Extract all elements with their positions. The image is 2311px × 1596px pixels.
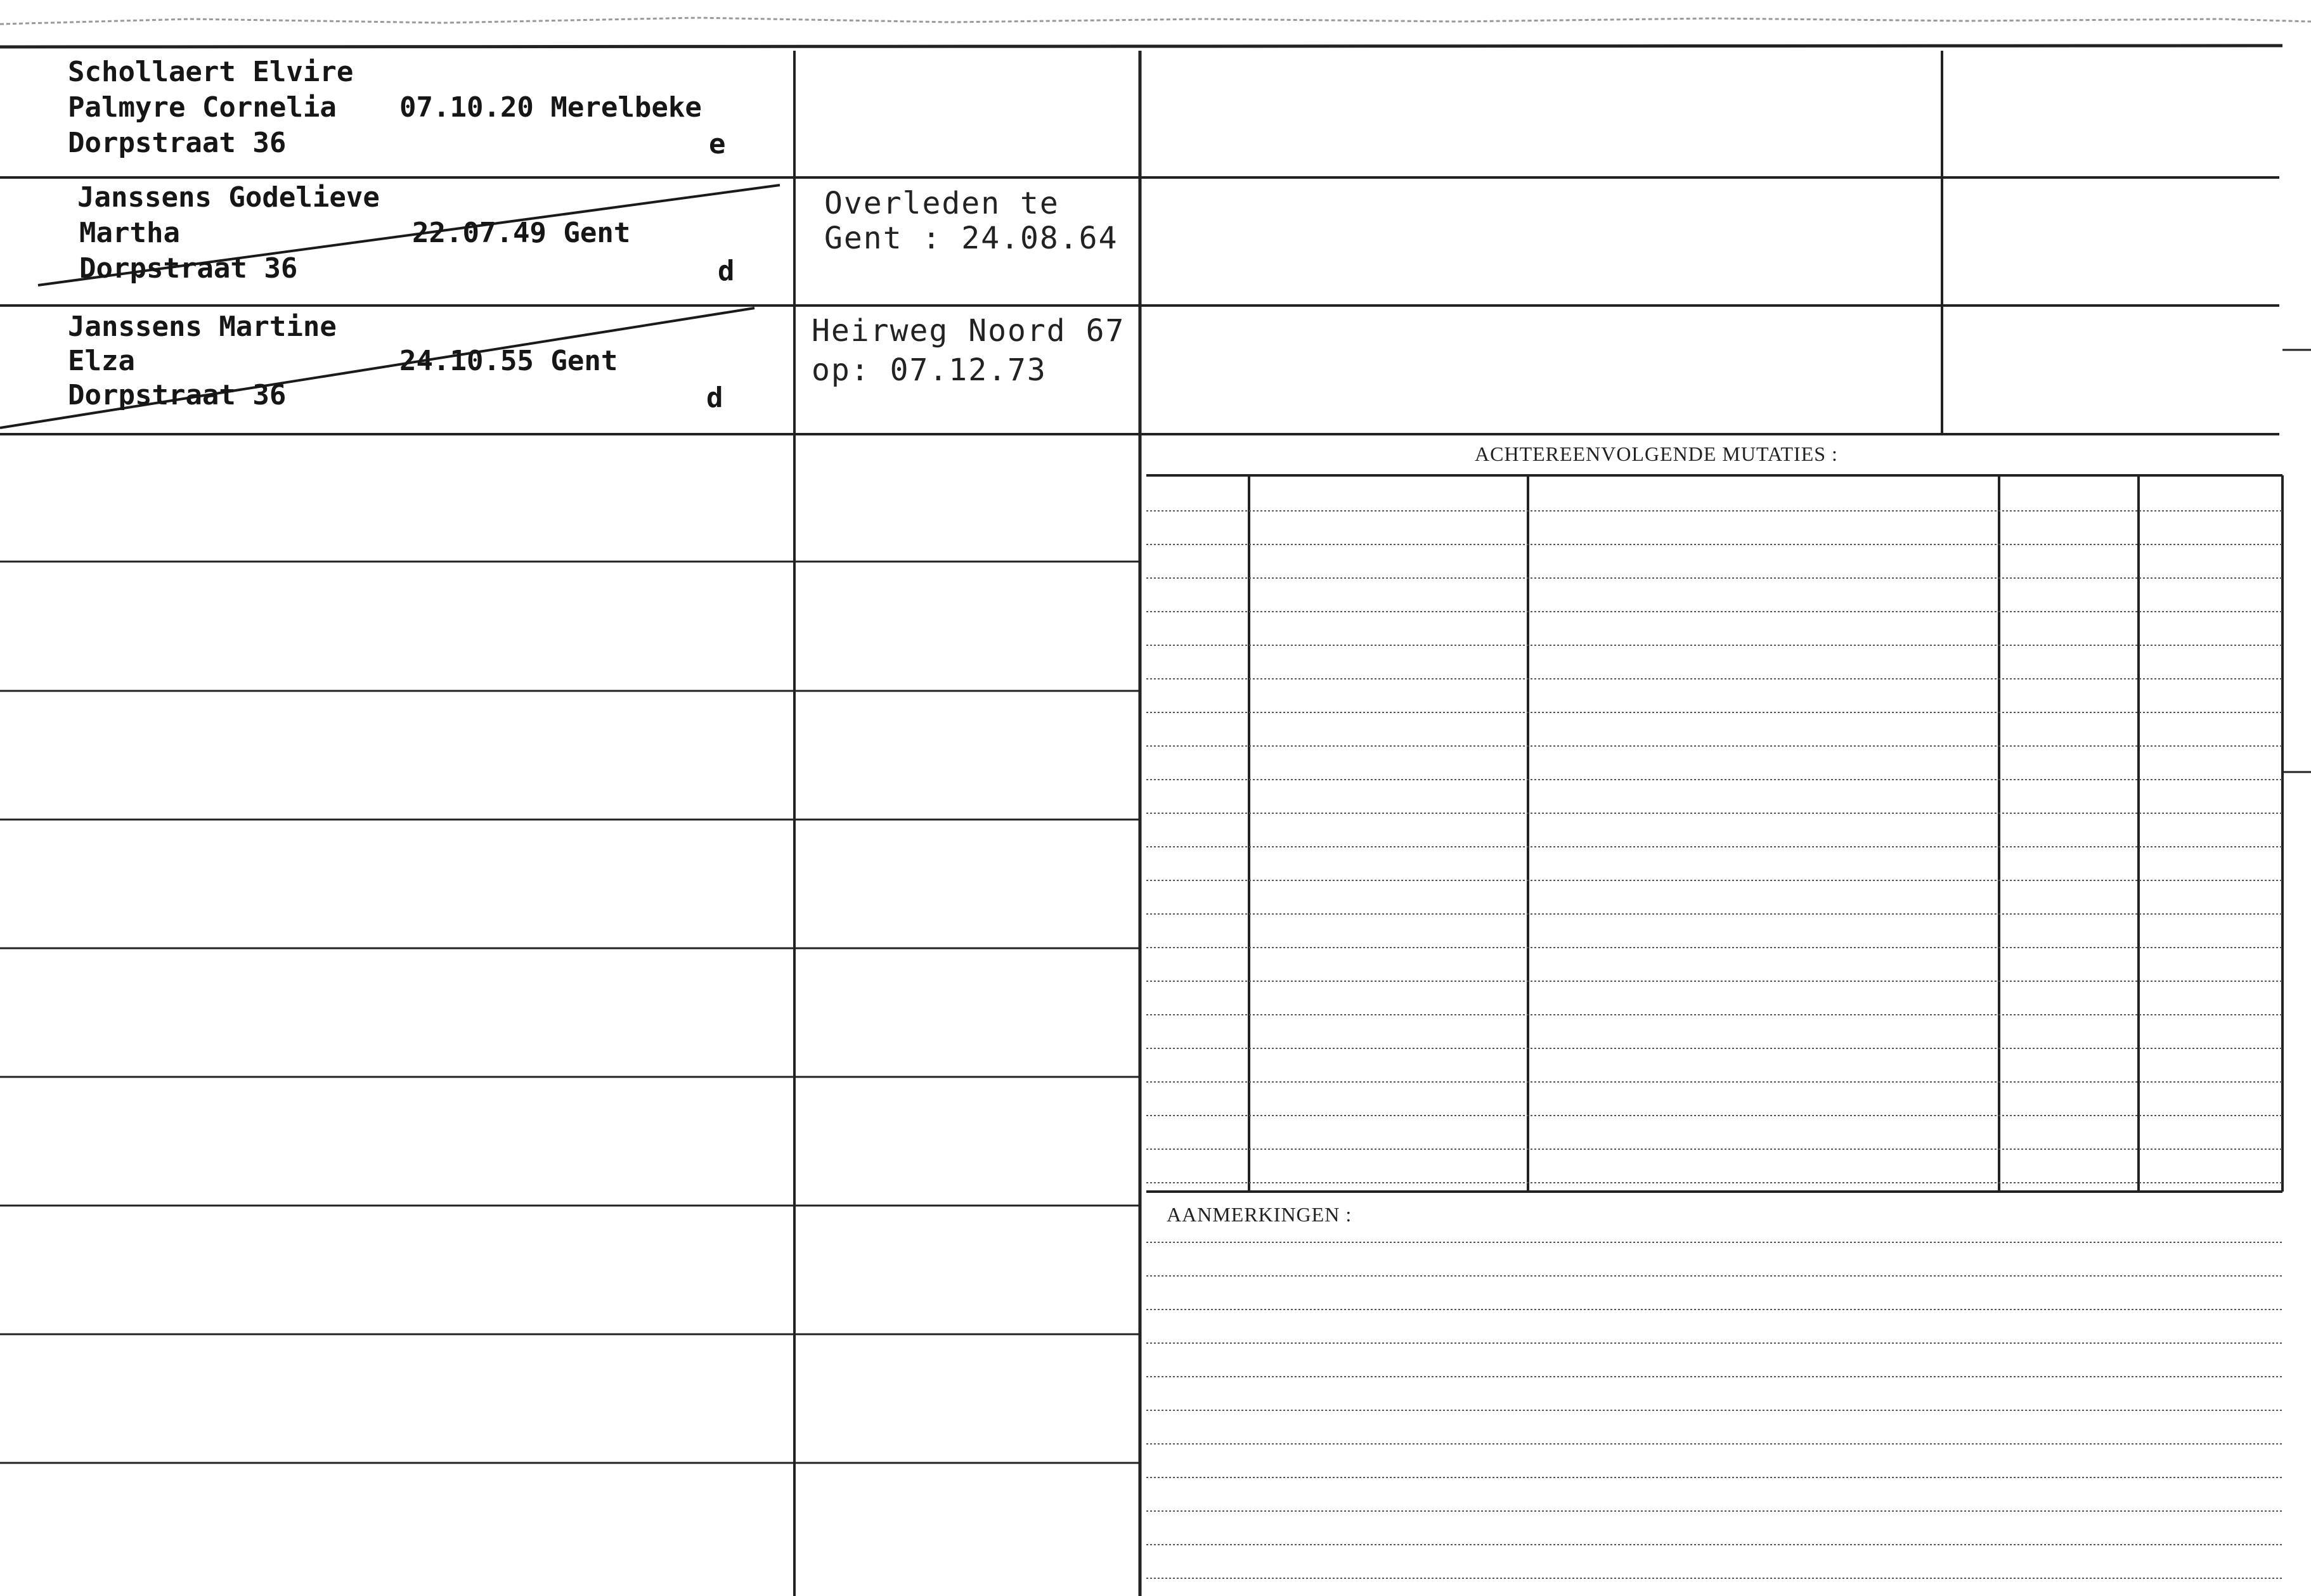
row-2-note-line2: Gent : 24.08.64 bbox=[824, 221, 1118, 256]
row-2-note-line1: Overleden te bbox=[824, 186, 1059, 221]
row-1-code: e bbox=[709, 128, 726, 160]
row-3-name-line1: Janssens Martine bbox=[68, 311, 337, 343]
row-2-name-line1: Janssens Godelieve bbox=[77, 181, 380, 214]
remarks-ruled-lines bbox=[1146, 1242, 2282, 1578]
row-3-birth: 24.10.55 Gent bbox=[399, 345, 618, 377]
mutations-ruled-lines bbox=[1146, 511, 2282, 1183]
row-1-address: Dorpstraat 36 bbox=[68, 127, 287, 159]
row-2-birth: 22.07.49 Gent bbox=[412, 217, 631, 249]
row-2-address: Dorpstraat 36 bbox=[79, 252, 298, 285]
row-3-address: Dorpstraat 36 bbox=[68, 379, 287, 411]
torn-top-edge bbox=[0, 18, 2311, 24]
mutations-title: ACHTEREENVOLGENDE MUTATIES : bbox=[1475, 442, 1838, 465]
row-1-name-line2: Palmyre Cornelia bbox=[68, 91, 337, 124]
row-3-code: d bbox=[706, 382, 723, 414]
row-3-name-line2: Elza bbox=[68, 345, 135, 377]
row-2-name-line2: Martha bbox=[79, 217, 180, 249]
row-3-note-line2: op: 07.12.73 bbox=[812, 352, 1047, 388]
row-3-note-line1: Heirweg Noord 67 bbox=[812, 313, 1125, 349]
row-1-name-line1: Schollaert Elvire bbox=[68, 56, 354, 88]
row-1-birth: 07.10.20 Merelbeke bbox=[399, 91, 702, 124]
remarks-title: AANMERKINGEN : bbox=[1167, 1203, 1352, 1226]
row-2-code: d bbox=[718, 255, 735, 287]
